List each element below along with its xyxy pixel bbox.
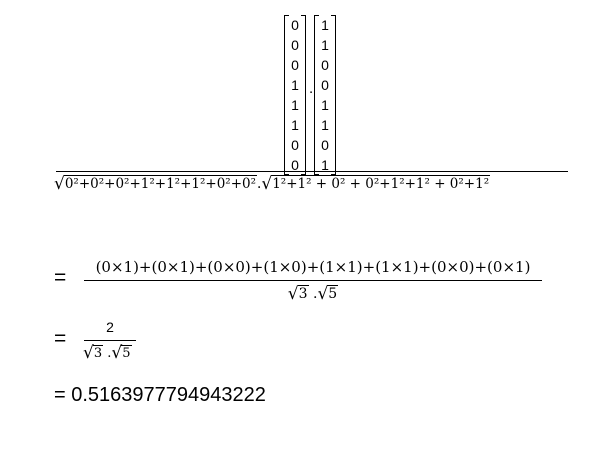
- fraction-bar-1: [56, 171, 568, 172]
- denominator-separator: .: [308, 286, 318, 302]
- denominator-separator: .: [257, 176, 262, 192]
- vector-entry: 0: [291, 37, 299, 53]
- vector-b: [314, 15, 336, 175]
- vector-a: [284, 15, 306, 175]
- vector-entry: 0: [291, 137, 299, 153]
- vector-entry: 1: [321, 157, 329, 173]
- sqrt-a-radicand: 0²+0²+0²+1²+1²+1²+0²+0²: [64, 176, 257, 192]
- vector-entry: 1: [291, 97, 299, 113]
- result-value: = 0.5163977794943222: [54, 384, 266, 406]
- sqrt-5: √5: [111, 343, 131, 363]
- equals-sign-step-2: =: [54, 266, 67, 289]
- denominator-step-2: [84, 283, 542, 303]
- left-bracket: [284, 15, 289, 175]
- sqrt-3: √3: [287, 284, 308, 304]
- right-bracket: [301, 15, 306, 175]
- vector-entry: 1: [321, 97, 329, 113]
- vector-entry: 1: [321, 17, 329, 33]
- denominator-step-3: [83, 342, 132, 362]
- sqrt-5-radicand: 5: [122, 346, 131, 361]
- sqrt-a: √0²+0²+0²+1²+1²+1²+0²+0²: [54, 174, 257, 194]
- vector-entry: 0: [291, 157, 299, 173]
- vector-entry: 1: [291, 117, 299, 133]
- right-bracket: [331, 15, 336, 175]
- vector-entry: 0: [321, 77, 329, 93]
- fraction-bar-3: [84, 340, 136, 341]
- fraction-bar-2: [84, 280, 542, 281]
- denominator-separator: .: [103, 346, 112, 361]
- equals-sign-step-3: =: [54, 327, 67, 350]
- sqrt-5-radicand: 5: [328, 286, 338, 302]
- sqrt-3-radicand: 3: [298, 286, 308, 302]
- vector-entry: 0: [321, 57, 329, 73]
- sqrt-b-radicand: 1²+1² + 0² + 0²+1²+1² + 0²+1²: [272, 176, 490, 192]
- sqrt-5: √5: [317, 284, 338, 304]
- vector-entry: 1: [321, 37, 329, 53]
- vector-entry: 1: [321, 117, 329, 133]
- left-bracket: [314, 15, 319, 175]
- numerator-step-2: (0×1)+(0×1)+(0×0)+(1×0)+(1×1)+(1×1)+(0×0)+(0×1): [95, 258, 531, 276]
- numerator-step-3: 2: [106, 319, 114, 335]
- vector-entry: 1: [291, 77, 299, 93]
- denominator-1: [54, 173, 490, 193]
- dot-operator: .: [309, 80, 314, 97]
- sqrt-3: √3: [83, 343, 103, 363]
- vector-entry: 0: [291, 17, 299, 33]
- sqrt-b: √1²+1² + 0² + 0²+1²+1² + 0²+1²: [261, 174, 490, 194]
- vector-entry: 0: [321, 137, 329, 153]
- vector-entry: 0: [291, 57, 299, 73]
- sqrt-3-radicand: 3: [93, 346, 103, 361]
